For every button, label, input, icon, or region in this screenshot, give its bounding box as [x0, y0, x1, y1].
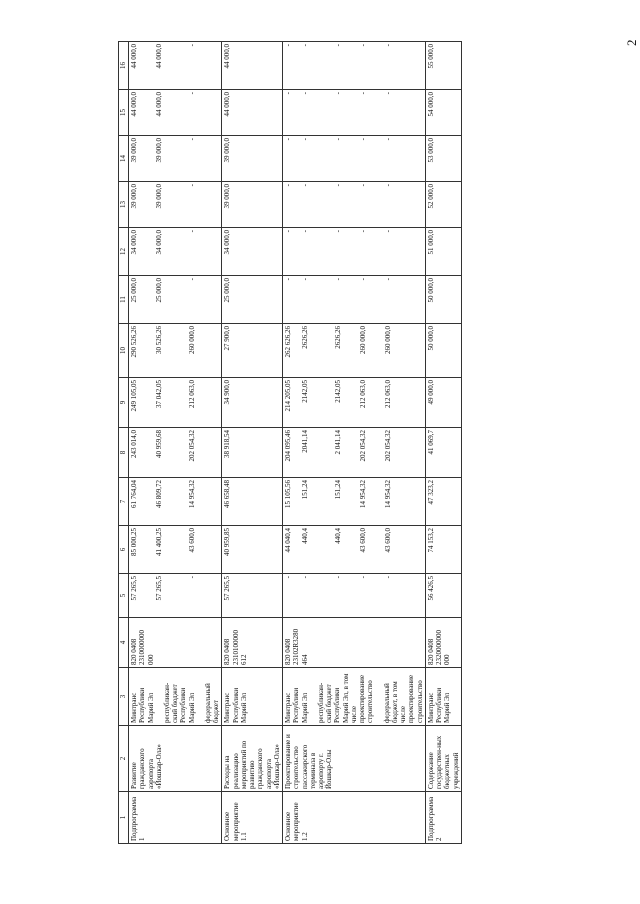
value-cell: - — [301, 138, 309, 141]
value-cell: - — [334, 184, 342, 187]
value-cell: - — [384, 138, 392, 141]
budget-code: 820 0408 2310000000 000 — [129, 618, 222, 668]
value-cell: 57 265,5 — [155, 576, 163, 601]
col-header: 8 — [119, 428, 129, 478]
value-cell: - — [384, 92, 392, 95]
value-cell: - — [188, 92, 196, 95]
value-column — [129, 478, 222, 526]
value-cell: 44 000,0 — [222, 90, 283, 136]
value-cell: 39 000,0 — [155, 184, 163, 209]
budget-code: 820 0408 2310100000 612 — [222, 618, 283, 668]
value-cell: - — [284, 184, 292, 187]
value-cell: 51 000,0 — [425, 228, 461, 276]
value-cell: 2626,26 — [334, 326, 342, 349]
col-header: 13 — [119, 182, 129, 228]
col-header: 3 — [119, 668, 129, 726]
value-cell: - — [384, 576, 392, 579]
program-name: Подпрограмма 1 — [129, 792, 222, 844]
value-cell: 39 000,0 — [155, 138, 163, 163]
value-cell: - — [284, 92, 292, 95]
value-cell: 2626,26 — [301, 326, 309, 349]
source-label: Минтранс Республики Марий Эл — [130, 687, 155, 723]
col-header: 4 — [119, 618, 129, 668]
value-cell: 34 900,0 — [222, 378, 283, 428]
value-cell: 249 105,05 — [130, 380, 138, 412]
value-cell: 202 054,32 — [384, 430, 392, 462]
value-cell: 57 265,5 — [222, 574, 283, 618]
value-cell: 52 000,0 — [425, 182, 461, 228]
value-cell: 202 054,32 — [359, 430, 367, 462]
value-cell: 2 041,14 — [334, 430, 342, 455]
value-cell: 214 205,05 — [284, 380, 292, 412]
value-column — [283, 42, 426, 90]
value-cell: - — [334, 278, 342, 281]
value-cell: 34 000,0 — [130, 230, 138, 255]
value-cell: - — [301, 92, 309, 95]
value-cell: 44 000,0 — [222, 42, 283, 90]
col-header: 15 — [119, 90, 129, 136]
value-cell: - — [359, 44, 367, 47]
value-cell: 30 526,26 — [155, 326, 163, 354]
value-cell: - — [334, 92, 342, 95]
value-cell: - — [284, 278, 292, 281]
header-row — [119, 42, 129, 844]
value-cell: 37 042,05 — [155, 380, 163, 408]
col-header: 5 — [119, 574, 129, 618]
value-cell: 440,4 — [334, 528, 342, 544]
value-cell: 54 000,0 — [425, 90, 461, 136]
value-cell: 41 069,7 — [425, 428, 461, 478]
value-cell: - — [188, 138, 196, 141]
value-cell: 14 954,32 — [359, 480, 367, 508]
funding-sources — [283, 668, 426, 726]
table-row — [425, 42, 461, 844]
value-cell: 440,4 — [301, 528, 309, 544]
value-cell: - — [334, 44, 342, 47]
value-cell: 151,24 — [334, 480, 342, 500]
value-cell: 262 626,26 — [284, 326, 292, 358]
value-column — [283, 574, 426, 618]
value-cell: - — [359, 576, 367, 579]
value-cell: - — [359, 230, 367, 233]
value-cell: 34 000,0 — [155, 230, 163, 255]
value-cell: - — [301, 184, 309, 187]
value-cell: 43 600,0 — [384, 528, 392, 553]
value-column — [283, 90, 426, 136]
value-cell: 243 014,0 — [130, 430, 138, 458]
value-column — [129, 324, 222, 378]
budget-table-rotated — [118, 44, 620, 844]
col-header: 2 — [119, 726, 129, 792]
value-column — [283, 428, 426, 478]
col-header: 9 — [119, 378, 129, 428]
value-cell: 151,24 — [301, 480, 309, 500]
value-cell: - — [359, 138, 367, 141]
value-cell: 34 000,0 — [222, 228, 283, 276]
value-column — [283, 324, 426, 378]
value-column — [283, 182, 426, 228]
source-label: федеральный бюджет, в том числе — [382, 681, 407, 723]
value-column — [283, 276, 426, 324]
value-cell: 57 265,5 — [130, 576, 138, 601]
value-column — [129, 574, 222, 618]
value-cell: 39 000,0 — [130, 138, 138, 163]
value-cell: - — [301, 278, 309, 281]
value-cell: - — [334, 576, 342, 579]
value-cell: 46 809,72 — [155, 480, 163, 508]
value-cell: 25 000,0 — [155, 278, 163, 303]
budget-table — [118, 41, 462, 844]
value-cell: 74 153,2 — [425, 526, 461, 574]
value-cell: 38 918,54 — [222, 428, 283, 478]
funding-sources — [425, 668, 461, 726]
value-cell: 25 000,0 — [130, 278, 138, 303]
value-column — [129, 526, 222, 574]
value-cell: 56 426,5 — [425, 574, 461, 618]
value-cell: - — [301, 44, 309, 47]
source-label: Минтранс Республики Марий Эл — [223, 687, 248, 723]
source-label: федеральный бюджет — [203, 683, 220, 723]
value-cell: - — [384, 184, 392, 187]
value-cell: 47 323,2 — [425, 478, 461, 526]
value-column — [283, 228, 426, 276]
value-cell: 44 000,0 — [155, 44, 163, 69]
value-cell: - — [188, 44, 196, 47]
table-row — [129, 42, 222, 844]
value-cell: 260 000,0 — [188, 326, 196, 354]
program-title: Проектирование и строительство пассажирского терминала в аэропорту г. Йошкар-Олы — [283, 726, 426, 792]
value-cell: 202 054,32 — [188, 430, 196, 462]
value-cell: 44 000,0 — [130, 44, 138, 69]
col-header: 11 — [119, 276, 129, 324]
value-cell: - — [284, 44, 292, 47]
value-cell: 15 105,56 — [284, 480, 292, 508]
value-column — [129, 42, 222, 90]
value-cell: 41 400,25 — [155, 528, 163, 556]
value-cell: 2041,14 — [301, 430, 309, 453]
value-cell: 43 600,0 — [188, 528, 196, 553]
value-cell: 49 000,0 — [425, 378, 461, 428]
col-header: 12 — [119, 228, 129, 276]
value-cell: 212 063,0 — [188, 380, 196, 408]
value-cell: - — [359, 184, 367, 187]
value-cell: 46 658,48 — [222, 478, 283, 526]
program-name: Подпрограмма 2 — [425, 792, 461, 844]
value-cell: 44 000,0 — [155, 92, 163, 117]
value-cell: 212 063,0 — [359, 380, 367, 408]
value-cell: - — [384, 44, 392, 47]
value-cell: 85 000,25 — [130, 528, 138, 556]
value-cell: 43 600,0 — [359, 528, 367, 553]
value-column — [283, 378, 426, 428]
value-cell: 55 000,0 — [425, 42, 461, 90]
value-cell: 27 900,0 — [222, 324, 283, 378]
value-cell: - — [384, 230, 392, 233]
value-cell: 44 040,4 — [284, 528, 292, 553]
value-cell: 39 000,0 — [222, 136, 283, 182]
value-cell: - — [334, 138, 342, 141]
value-cell: - — [384, 278, 392, 281]
col-header: 1 — [119, 792, 129, 844]
value-cell: 14 954,32 — [188, 480, 196, 508]
source-label: республикан-ский бюджет Республики Марий Эл, в том числе — [316, 673, 358, 723]
value-cell: 50 000,0 — [425, 324, 461, 378]
col-header: 6 — [119, 526, 129, 574]
source-label: проектирование строительство — [358, 675, 375, 723]
budget-code: 820 0408 2320000000 000 — [425, 618, 461, 668]
program-title: Содержание государствен-ных бюджетных учреждений — [425, 726, 461, 792]
value-cell: - — [284, 138, 292, 141]
value-cell: 39 000,0 — [130, 184, 138, 209]
value-cell: 40 959,68 — [155, 430, 163, 458]
value-cell: 53 000,0 — [425, 136, 461, 182]
value-column — [129, 378, 222, 428]
source-label: проектирование строительство — [407, 675, 424, 723]
value-cell: - — [188, 278, 196, 281]
col-header: 16 — [119, 42, 129, 90]
value-column — [283, 526, 426, 574]
value-column — [129, 90, 222, 136]
source-label: Минтранс Республики Марий Эл — [426, 687, 452, 723]
col-header: 10 — [119, 324, 129, 378]
source-label: Минтранс Республики Марий Эл — [284, 687, 309, 723]
col-header: 7 — [119, 478, 129, 526]
funding-sources — [129, 668, 222, 726]
value-cell: 212 063,0 — [384, 380, 392, 408]
value-cell: 2142,05 — [334, 380, 342, 403]
value-cell: 2142,05 — [301, 380, 309, 403]
value-cell: 260 000,0 — [384, 326, 392, 354]
table-row — [283, 42, 426, 844]
value-column — [129, 136, 222, 182]
value-cell: 260 000,0 — [359, 326, 367, 354]
value-cell: 14 954,32 — [384, 480, 392, 508]
value-cell: 204 095,46 — [284, 430, 292, 462]
funding-sources — [222, 668, 283, 726]
table-row — [222, 42, 283, 844]
value-cell: - — [188, 184, 196, 187]
budget-code: 820 0408 23102R3280 464 — [283, 618, 426, 668]
program-title: Развитие гражданского аэропорта «Йошкар-Ола» — [129, 726, 222, 792]
value-cell: - — [301, 230, 309, 233]
value-cell: - — [188, 230, 196, 233]
value-cell: 39 000,0 — [222, 182, 283, 228]
value-column — [129, 276, 222, 324]
value-cell: - — [301, 576, 309, 579]
value-column — [129, 228, 222, 276]
value-cell: 50 000,0 — [425, 276, 461, 324]
value-cell: - — [284, 230, 292, 233]
value-cell: - — [359, 278, 367, 281]
value-column — [283, 136, 426, 182]
value-column — [129, 428, 222, 478]
value-cell: 61 764,04 — [130, 480, 138, 508]
program-name: Основное мероприятие 1.2 — [283, 792, 426, 844]
program-title: Расходы на реализацию мероприятий по развитию гражданского аэропорта «Йошкар-Ола» — [222, 726, 283, 792]
page-number: 2 — [624, 39, 639, 46]
program-name: Основное мероприятие 1.1 — [222, 792, 283, 844]
value-cell: - — [188, 576, 196, 579]
value-cell: 25 000,0 — [222, 276, 283, 324]
value-column — [129, 182, 222, 228]
col-header: 14 — [119, 136, 129, 182]
value-column — [283, 478, 426, 526]
value-cell: - — [284, 576, 292, 579]
value-cell: 40 959,85 — [222, 526, 283, 574]
value-cell: - — [334, 230, 342, 233]
value-cell: - — [359, 92, 367, 95]
value-cell: 290 526,26 — [130, 326, 138, 358]
value-cell: 44 000,0 — [130, 92, 138, 117]
source-label: республикан-ский бюджет Республики Марий Эл — [162, 682, 196, 723]
